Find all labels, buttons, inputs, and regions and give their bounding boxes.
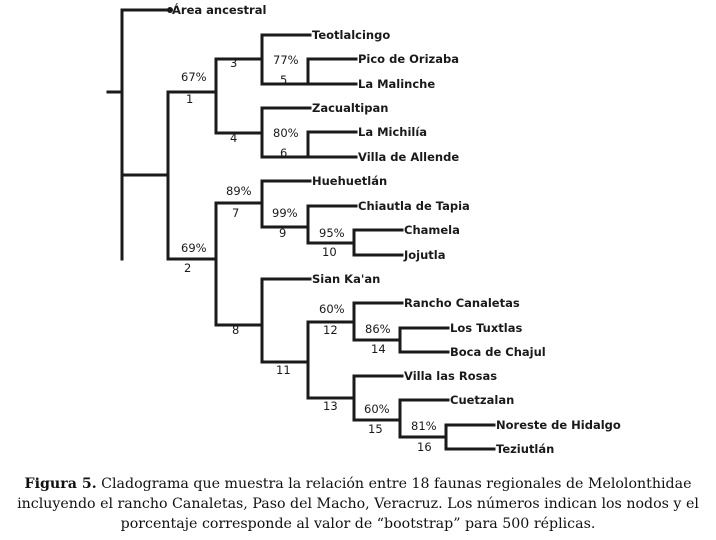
node-number-3: 3 [230,56,238,70]
taxon-ancestral: Área ancestral [172,3,267,17]
bootstrap-node-2: 69% [181,241,207,255]
bootstrap-node-7: 89% [226,184,252,198]
taxon-noreste-hidalgo: Noreste de Hidalgo [496,418,621,432]
taxon-jojutla: Jojutla [404,248,446,262]
taxon-huehuetlan: Huehuetlán [312,174,388,188]
bootstrap-node-12: 60% [319,302,345,316]
node-number-10: 10 [322,245,337,259]
bootstrap-node-14: 86% [365,322,391,336]
caption-text: Cladograma que muestra la relación entre 18 faunas regionales de Melolonthidae incluyendo el rancho Canaletas, Paso del Macho, Veracruz. Los números indican los nodos y el porcentaje corresponde al valor de “bootstrap” para 500 réplicas. [17,476,699,532]
node-number-8: 8 [232,323,240,337]
node-number-1: 1 [186,92,194,106]
taxon-la-michilia: La Michilía [358,125,428,139]
node-number-13: 13 [323,399,338,413]
taxon-zacualtipan: Zacualtipan [312,101,389,115]
node-number-7: 7 [232,206,240,220]
bootstrap-node-9: 99% [272,206,298,220]
node-number-6: 6 [280,146,288,160]
bootstrap-node-10: 95% [319,226,345,240]
taxon-villa-rosas: Villa las Rosas [404,369,498,383]
taxon-boca-chajul: Boca de Chajul [450,345,546,359]
node-number-11: 11 [276,363,291,377]
node-number-12: 12 [323,323,338,337]
node-number-2: 2 [184,261,192,275]
taxon-los-tuxtlas: Los Tuxtlas [450,321,523,335]
bootstrap-node-1: 67% [181,70,207,84]
taxon-chamela: Chamela [404,223,460,237]
taxon-villa-allende: Villa de Allende [358,150,460,164]
taxon-chiautla: Chiautla de Tapia [358,199,470,213]
node-number-14: 14 [371,342,386,356]
taxon-teziutlan: Teziutlán [496,442,555,456]
taxon-sian-kaan: Sian Ka'an [312,272,381,286]
bootstrap-node-16: 81% [411,419,437,433]
node-number-4: 4 [230,131,238,145]
bootstrap-node-6: 80% [273,126,299,140]
figure-caption [0,474,716,534]
taxon-teotlalcingo: Teotlalcingo [312,28,391,42]
figure-label: Figura 5. [24,476,97,492]
taxon-pico-orizaba: Pico de Orizaba [358,52,459,66]
taxon-rancho-canaletas: Rancho Canaletas [404,296,520,310]
taxon-cuetzalan: Cuetzalan [450,393,515,407]
node-number-9: 9 [279,226,287,240]
bootstrap-node-15: 60% [364,402,390,416]
node-number-5: 5 [280,73,288,87]
node-number-16: 16 [417,440,432,454]
taxon-la-malinche: La Malinche [358,77,436,91]
node-number-15: 15 [368,422,383,436]
bootstrap-node-5: 77% [273,53,299,67]
